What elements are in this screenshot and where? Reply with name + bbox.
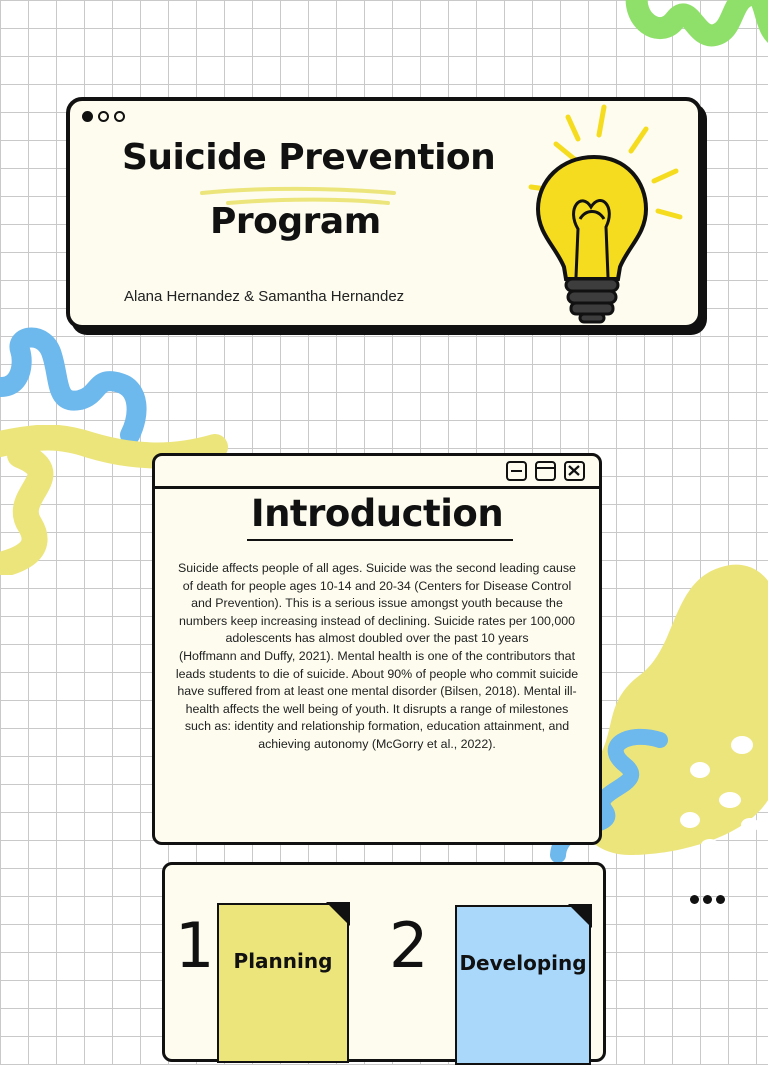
note-fold-icon xyxy=(326,902,350,926)
window-dot-icon xyxy=(98,111,109,122)
introduction-heading: Introduction xyxy=(250,492,504,535)
lightbulb-icon xyxy=(486,99,696,331)
step-note-planning xyxy=(217,903,349,1063)
introduction-window xyxy=(152,453,602,845)
more-dots-icon xyxy=(690,895,725,904)
title-card xyxy=(66,97,702,329)
maximize-icon[interactable] xyxy=(535,461,556,481)
step-label-planning: Planning xyxy=(233,949,333,973)
introduction-body: Suicide affects people of all ages. Suicide was the second leading cause of death for people ages 10-14 and 20-34 (Centers for Disease Control and Prevention). This is a serious issue amongst youth because the numbers keep increasing instead of declining. Suicide rates per 100,000 adolescents has almost doubled over the past 10 years (Hoffmann and Duffy, 2021). Mental health is one of the contributors that leads students to die of suicide. About 90% of people who commit suicide have suffered from at least one mental disorder (Bilsen, 2018). Mental ill-health affects the well being of youth. It disrupts a range of milestones such as: identity and relationship formation, education attainment, and achieving autonomy (McGorry et al., 2022). xyxy=(175,561,579,751)
window-dots xyxy=(82,111,125,122)
minimize-icon[interactable] xyxy=(506,461,527,481)
steps-card xyxy=(162,862,606,1062)
window-title-bar xyxy=(155,486,599,489)
step-note-developing xyxy=(455,905,591,1065)
note-fold-icon xyxy=(568,904,592,928)
window-dot-icon xyxy=(82,111,93,122)
step-label-developing: Developing xyxy=(459,951,587,975)
authors: Alana Hernandez & Samantha Hernandez xyxy=(124,288,405,305)
window-dot-icon xyxy=(114,111,125,122)
step-number-1: 1 xyxy=(175,909,215,982)
heading-underline xyxy=(247,539,513,541)
green-squiggle-decoration xyxy=(600,0,768,90)
step-number-2: 2 xyxy=(389,909,429,982)
close-icon[interactable] xyxy=(564,461,585,481)
title-line-2: Program xyxy=(210,201,381,242)
title-line-1: Suicide Prevention xyxy=(122,137,496,178)
